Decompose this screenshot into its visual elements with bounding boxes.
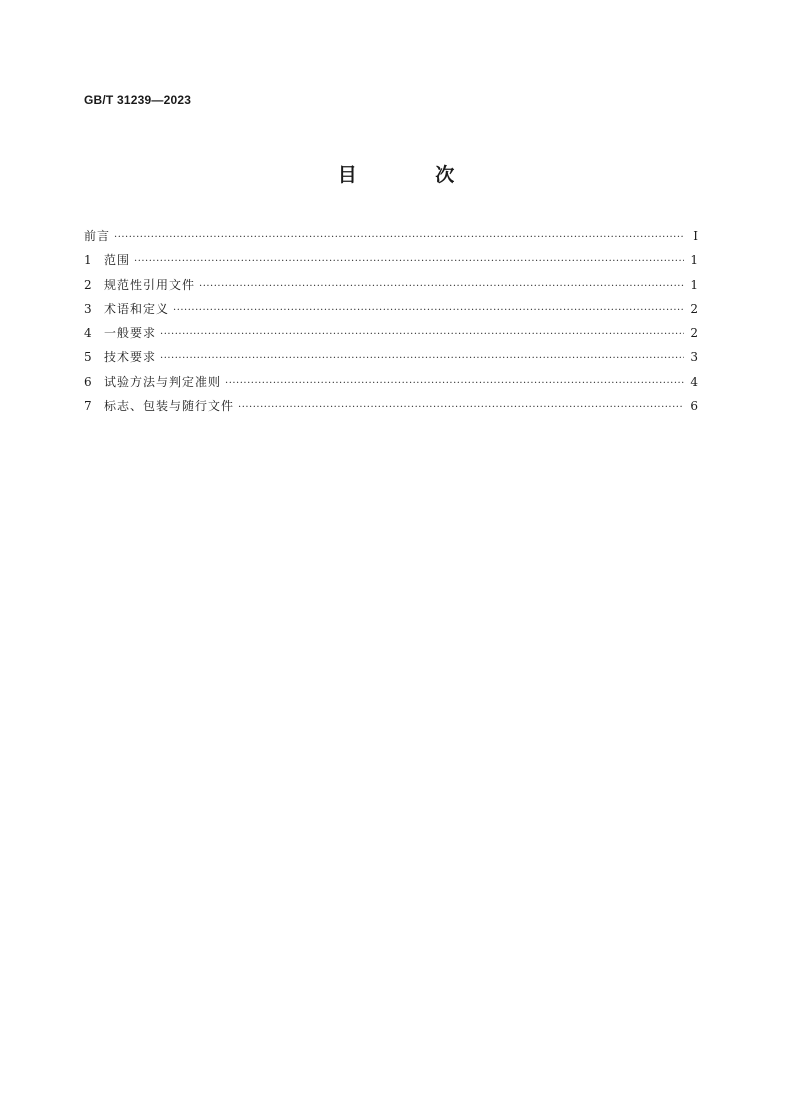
toc-leader-dots: [199, 281, 684, 292]
toc-leader-dots: [160, 329, 684, 340]
toc-entry-5[interactable]: [84, 348, 698, 372]
toc-entry-title: 术语和定义: [104, 301, 170, 316]
toc-entry-page: 1: [690, 277, 698, 292]
toc-entry-number: 4: [84, 326, 92, 341]
toc-entry-page: 3: [690, 350, 698, 365]
toc-entry-7[interactable]: [84, 397, 698, 421]
toc-entry-title: 规范性引用文件: [104, 277, 196, 292]
toc-entry-1[interactable]: [84, 251, 698, 275]
toc-leader-dots: [238, 402, 684, 413]
page-title: 目 次: [337, 164, 491, 186]
toc-entry-number: 6: [84, 374, 92, 389]
toc-leader-dots: [114, 232, 684, 243]
toc-entry-title: 标志、包装与随行文件: [104, 399, 235, 414]
toc-leader-dots: [134, 256, 684, 267]
toc-entry-page: 2: [690, 301, 698, 316]
toc-entry-page: 2: [690, 326, 698, 341]
toc-leader-dots: [160, 353, 684, 364]
toc-entry-title: 一般要求: [104, 326, 157, 341]
toc-entry-title: 技术要求: [104, 350, 157, 365]
toc-entry-title: 前言: [84, 229, 111, 243]
toc-entry-page: 6: [690, 399, 698, 414]
toc-entry-foreword[interactable]: [84, 227, 698, 251]
toc-leader-dots: [173, 305, 684, 316]
toc-entry-page: Ⅰ: [693, 229, 698, 243]
toc-entry-number: 1: [84, 253, 92, 268]
toc-entry-number: 2: [84, 277, 92, 292]
standard-code: GB/T 31239—2023: [84, 93, 192, 107]
toc-entry-number: 3: [84, 301, 92, 316]
toc-entry-4[interactable]: [84, 324, 698, 348]
toc-entry-3[interactable]: [84, 300, 698, 324]
toc-entry-page: 1: [690, 253, 698, 268]
toc-entry-number: 5: [84, 350, 92, 365]
toc-leader-dots: [225, 378, 684, 389]
toc-entry-6[interactable]: [84, 373, 698, 397]
toc-entry-title: 范围: [104, 253, 131, 268]
toc-entry-number: 7: [84, 399, 92, 414]
toc-entry-title: 试验方法与判定准则: [104, 374, 222, 389]
table-of-contents: [84, 227, 698, 421]
toc-entry-page: 4: [690, 374, 698, 389]
toc-entry-2[interactable]: [84, 276, 698, 300]
